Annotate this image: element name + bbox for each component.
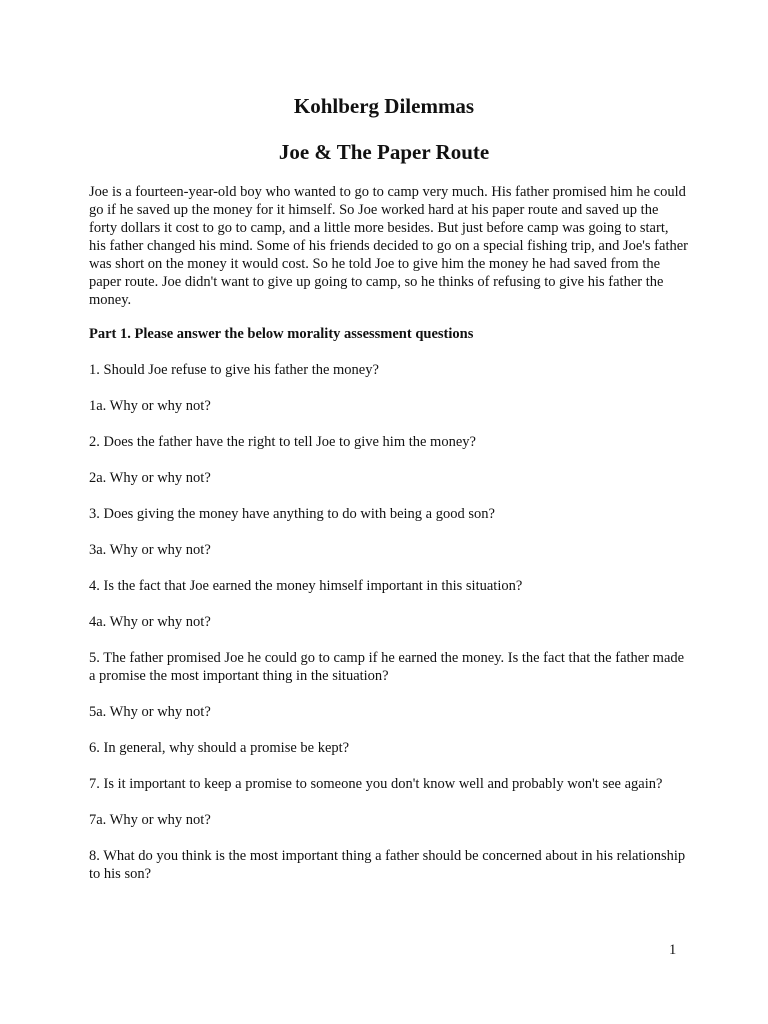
question-item: 8. What do you think is the most important thing a father should be concerned about in his relationship to his son? [89,848,686,882]
document-subtitle: Joe & The Paper Route [278,140,490,164]
question-item: 5a. Why or why not? [89,704,211,720]
question-item: 3. Does giving the money have anything to do with being a good son? [89,506,495,522]
intro-paragraph: Joe is a fourteen-year-old boy who wanted to go to camp very much. His father promised him he could go if he saved up the money for it himself. So Joe worked hard at his paper route and saved up the forty dollars it cost to go to camp, and a little more besides. But just before camp was going to start, his father changed his mind. Some of his friends decided to go on a special fishing trip, and Joe's father was short on the money it would cost. So he told Joe to give him the money he had saved from the paper route. Joe didn't want to give up going to camp, so he thinks of refusing to give his father the money. [89,184,688,308]
question-item: 7a. Why or why not? [89,812,211,828]
question-item: 2. Does the father have the right to tell Joe to give him the money? [89,434,476,450]
page-number: 1 [669,942,677,958]
section-heading: Part 1. Please answer the below morality assessment questions [89,326,474,342]
question-item: 4. Is the fact that Joe earned the money himself important in this situation? [89,578,523,594]
document-title: Kohlberg Dilemmas [293,94,475,118]
question-item: 1a. Why or why not? [89,398,211,414]
question-list [89,361,689,901]
question-item: 6. In general, why should a promise be kept? [89,740,350,756]
question-item: 4a. Why or why not? [89,614,211,630]
question-item: 3a. Why or why not? [89,542,211,558]
question-item: 7. Is it important to keep a promise to someone you don't know well and probably won't see again? [89,776,663,792]
question-item: 5. The father promised Joe he could go to camp if he earned the money. Is the fact that the father made a promise the most important thing in the situation? [89,650,685,684]
question-item: 1. Should Joe refuse to give his father the money? [89,362,379,378]
question-item: 2a. Why or why not? [89,470,211,486]
